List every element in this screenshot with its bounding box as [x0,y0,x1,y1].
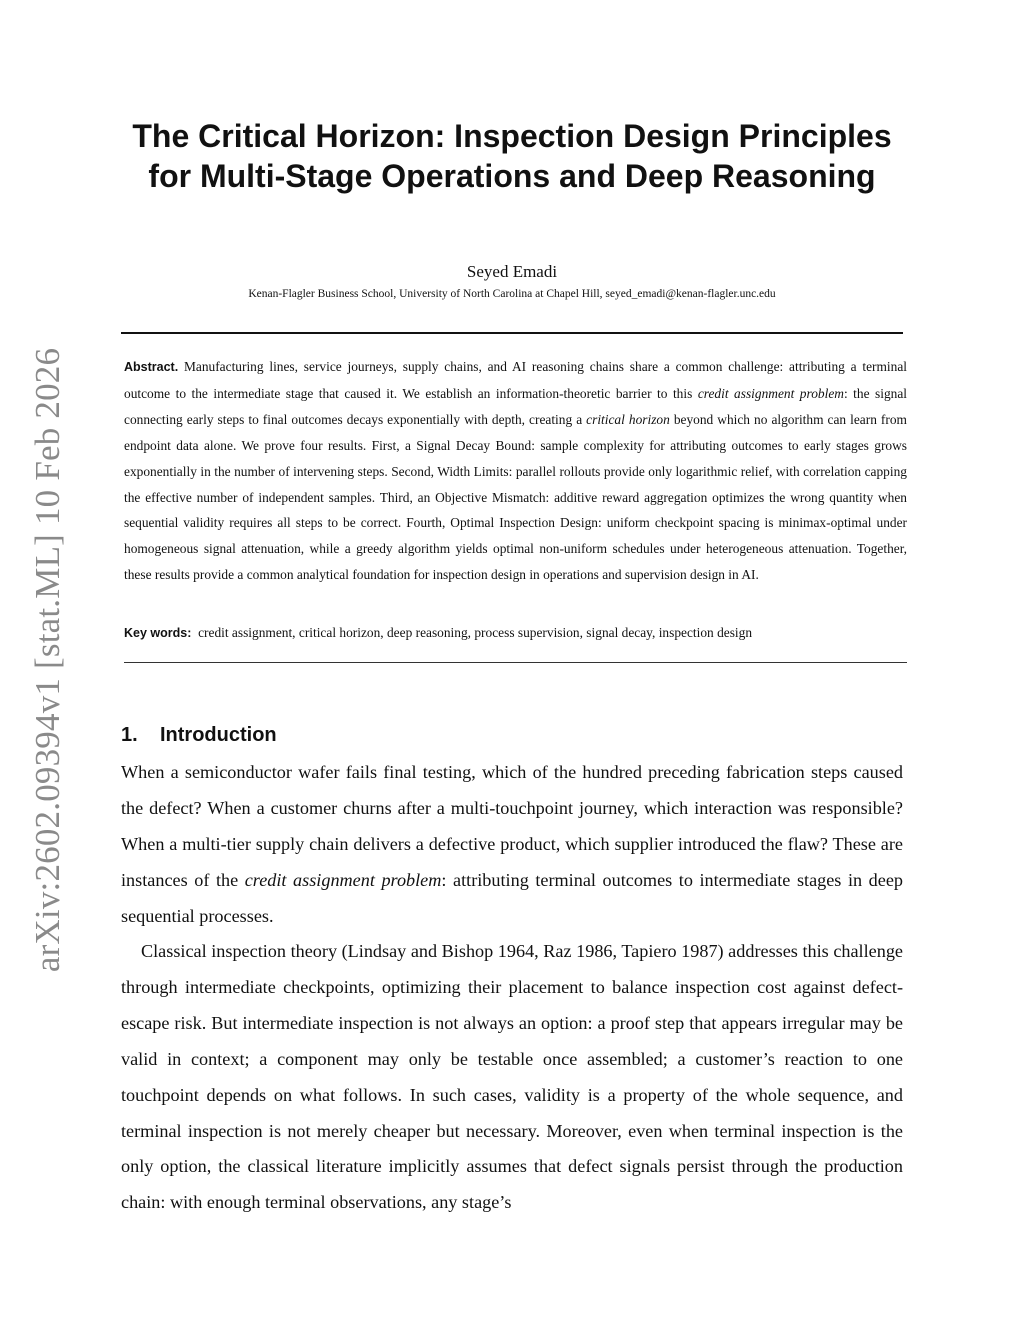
keywords-label: Key words: [124,626,192,640]
top-divider [121,332,903,334]
abstract-label: Abstract. [124,360,179,374]
abstract-text-part-3: beyond which no algorithm can learn from endpoint data alone. We prove four results. First, a Signal Decay Bound: sample complexity for attributing outcomes to early stages grows exponentially in the number of intervening steps. Second, Width Limits: parallel rollouts provide only logarithmic relief, with correlation capping the effective number of independent samples. Third, an Objective Mismatch: additive reward aggregation optimizes the wrong quantity when sequential validity requires all steps to be correct. Fourth, Optimal Inspection Design: uniform checkpoint spacing is minimax-optimal under homogeneous signal attenuation, while a greedy algorithm yields optimal non-uniform schedules under heterogeneous attenuation. Together, these results provide a common analytical foundation for inspection design in operations and supervision design in AI. [124,411,907,583]
abstract-text-part-1: Manufacturing lines, service journeys, supply chains, and AI reasoning chains share a common challenge: attributing a terminal outcome to the intermediate stage that caused it. We establish an information-theoretic barrier to this [124,359,907,401]
keywords-text: credit assignment, critical horizon, deep reasoning, process supervision, signal decay, inspection design [198,625,753,640]
author-affiliation: Kenan-Flagler Business School, University of North Carolina at Chapel Hill, seyed_emadi@kenan-flagler.unc.edu [248,288,776,300]
author-name: Seyed Emadi [466,262,558,281]
paragraph-1-text-part-2: : attributing terminal outcomes to intermediate stages in deep sequential processes. [121,869,903,926]
paragraph-1-text-part-1: When a semiconductor wafer fails final testing, which of the hundred preceding fabrication steps caused the defect? When a customer churns after a multi-touchpoint journey, which interaction was responsible? When a multi-tier supply chain delivers a defective product, which supplier introduced the flaw? These are instances of the [121,762,903,890]
section-number: 1. [121,724,138,746]
abstract-text-part-2: : the signal connecting early steps to final outcomes decays exponentially with depth, creating a [124,385,907,427]
paper-title: The Critical Horizon: Inspection Design Principles for Multi-Stage Operations and Deep Reasoning [132,118,892,194]
section-title: Introduction [160,724,277,746]
bottom-divider [124,662,907,663]
abstract [124,354,907,588]
section-heading-introduction [121,721,277,749]
intro-paragraph-1 [121,755,903,935]
arxiv-identifier-stamp: arXiv:2602.09394v1 [stat.ML] 10 Feb 2026 [28,347,67,973]
paragraph-1-emphasis: credit assignment problem [244,869,442,890]
abstract-emphasis-critical-horizon: critical horizon [586,411,670,427]
intro-paragraph-2: Classical inspection theory (Lindsay and Bishop 1964, Raz 1986, Tapiero 1987) addresses this challenge through intermediate checkpoints, optimizing their placement to balance inspection cost against defect-escape risk. But intermediate inspection is not always an option: a proof step that appears irregular may be valid in context; a component may only be testable once assembled; a customer’s reaction to one touchpoint depends on what follows. In such cases, validity is a property of the whole sequence, and terminal inspection is not merely cheaper but necessary. Moreover, even when terminal inspection is the only option, the classical literature implicitly assumes that defect signals persist through the production chain: with enough terminal observations, any stage’s [121,941,903,1213]
abstract-emphasis-credit-assignment: credit assignment problem [697,385,844,401]
keywords [124,622,907,644]
